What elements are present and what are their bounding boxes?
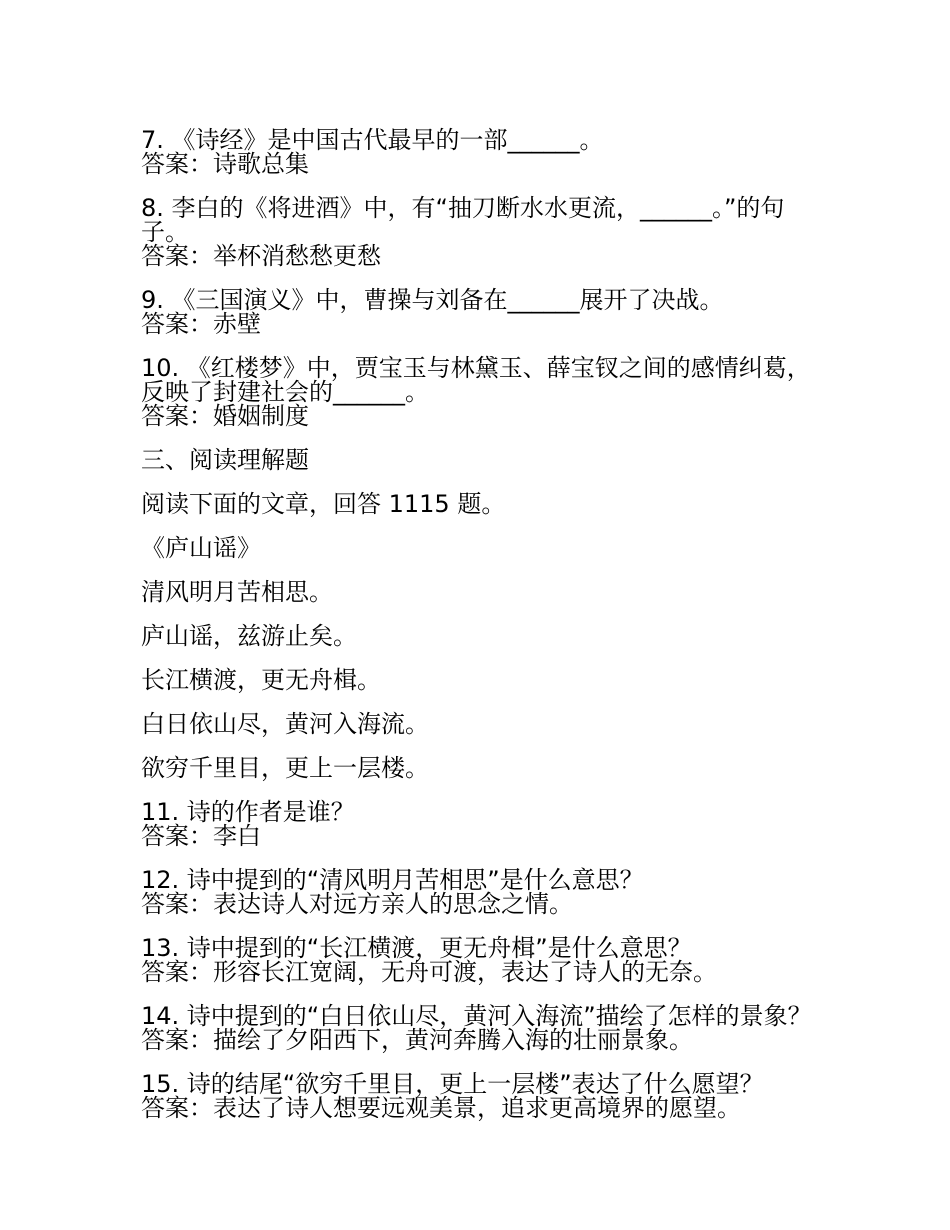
question-block-10 [141, 356, 821, 428]
question-block-15 [141, 1072, 821, 1120]
question-text: 7. 《诗经》是中国古代最早的一部______。 [141, 126, 604, 154]
poem-title: 《庐山谣》 [141, 534, 261, 562]
question-block-8 [141, 196, 821, 268]
answer-text: 答案：表达了诗人想要远观美景，追求更高境界的愿望。 [141, 1094, 741, 1122]
question-text: 11. 诗的作者是谁？ [141, 798, 355, 826]
question-text: 10. 《红楼梦》中，贾宝玉与林黛玉、薛宝钗之间的感情纠葛，反映了封建社会的______。 [141, 354, 811, 406]
question-block-14 [141, 1004, 821, 1052]
document-page [141, 128, 821, 1140]
poem-line: 庐山谣，兹游止矣。 [141, 622, 357, 650]
question-text: 12. 诗中提到的“清风明月苦相思”是什么意思？ [141, 866, 644, 894]
answer-text: 答案：赤壁 [141, 310, 261, 338]
question-block-11 [141, 800, 821, 848]
question-text: 14. 诗中提到的“白日依山尽，黄河入海流”描绘了怎样的景象？ [141, 1002, 812, 1030]
question-text: 8. 李白的《将进酒》中，有“抽刀断水水更流，______。”的句子。 [141, 194, 785, 246]
answer-text: 答案：李白 [141, 822, 261, 850]
answer-text: 答案：婚姻制度 [141, 402, 309, 430]
question-block-13 [141, 936, 821, 984]
section-heading: 三、阅读理解题 [141, 446, 309, 474]
answer-text: 答案：形容长江宽阔，无舟可渡，表达了诗人的无奈。 [141, 958, 717, 986]
question-text: 9. 《三国演义》中，曹操与刘备在______展开了决战。 [141, 286, 724, 314]
question-block-7 [141, 128, 821, 176]
poem-line: 欲穷千里目，更上一层楼。 [141, 754, 429, 782]
poem-line: 长江横渡，更无舟楫。 [141, 666, 381, 694]
answer-text: 答案：表达诗人对远方亲人的思念之情。 [141, 890, 573, 918]
question-block-9 [141, 288, 821, 336]
answer-text: 答案：诗歌总集 [141, 150, 309, 178]
poem-line: 白日依山尽，黄河入海流。 [141, 710, 429, 738]
answer-text: 答案：描绘了夕阳西下，黄河奔腾入海的壮丽景象。 [141, 1026, 693, 1054]
question-block-12 [141, 868, 821, 916]
reading-instruction: 阅读下面的文章，回答 1115 题。 [141, 490, 506, 518]
question-text: 13. 诗中提到的“长江横渡，更无舟楫”是什么意思？ [141, 934, 692, 962]
question-text: 15. 诗的结尾“欲穷千里目，更上一层楼”表达了什么愿望？ [141, 1070, 764, 1098]
poem-line: 清风明月苦相思。 [141, 578, 333, 606]
answer-text: 答案：举杯消愁愁更愁 [141, 242, 381, 270]
